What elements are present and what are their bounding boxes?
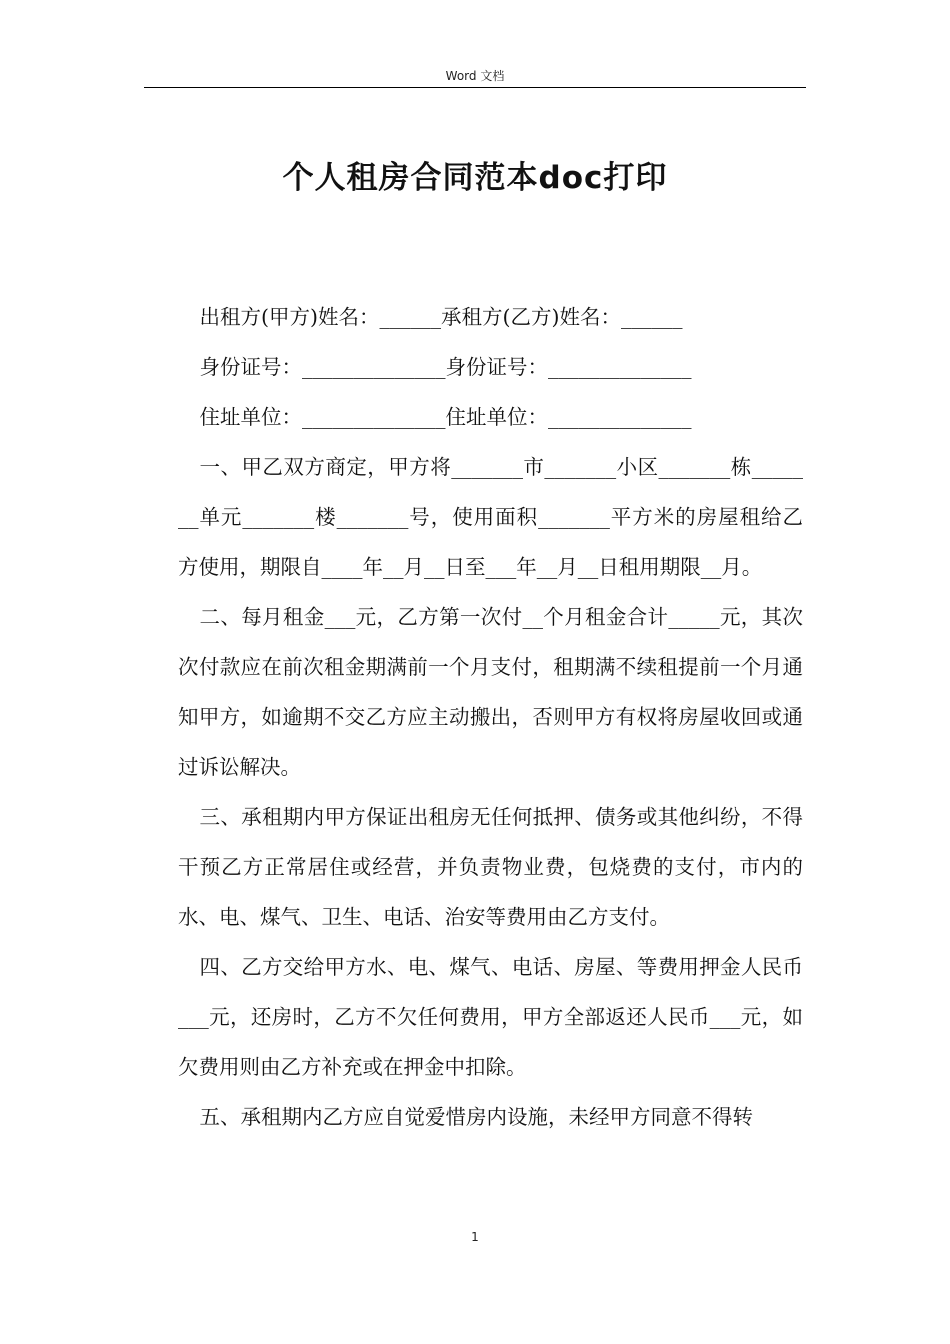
- header-divider: [144, 87, 806, 88]
- clause-1: 一、甲乙双方商定，甲方将_______市_______小区_______栋_______单元_______楼_______号，使用面积_______平方米的房屋租给乙方使用，期限自____年__月__日至___年__月__日租用期限__月。: [178, 455, 803, 579]
- clause-5: 五、承租期内乙方应自觉爱惜房内设施，未经甲方同意不得转: [199, 1105, 754, 1129]
- clause-2: 二、每月租金___元，乙方第一次付__个月租金合计_____元，其次次付款应在前次租金期满前一个月支付，租期满不续租提前一个月通知甲方，如逾期不交乙方应主动搬出，否则甲方有权将房屋收回或通过诉讼解决。: [178, 605, 803, 779]
- id-number-line: 身份证号：______________身份证号：______________: [199, 355, 692, 379]
- address-line: 住址单位：______________住址单位：______________: [199, 405, 692, 429]
- document-title: 个人租房合同范本doc打印: [282, 160, 668, 196]
- clause-3: 三、承租期内甲方保证出租房无任何抵押、债务或其他纠纷，不得干预乙方正常居住或经营，并负责物业费，包烧费的支付，市内的水、电、煤气、卫生、电话、治安等费用由乙方支付。: [178, 805, 803, 929]
- document-body: [178, 292, 803, 1142]
- page-number: 1: [471, 1230, 479, 1244]
- party-names-line: 出租方(甲方)姓名：______承租方(乙方)姓名：______: [199, 305, 683, 329]
- document-header: Word 文档: [445, 69, 505, 83]
- clause-4: 四、乙方交给甲方水、电、煤气、电话、房屋、等费用押金人民币___元，还房时，乙方不欠任何费用，甲方全部返还人民币___元，如欠费用则由乙方补充或在押金中扣除。: [178, 955, 803, 1079]
